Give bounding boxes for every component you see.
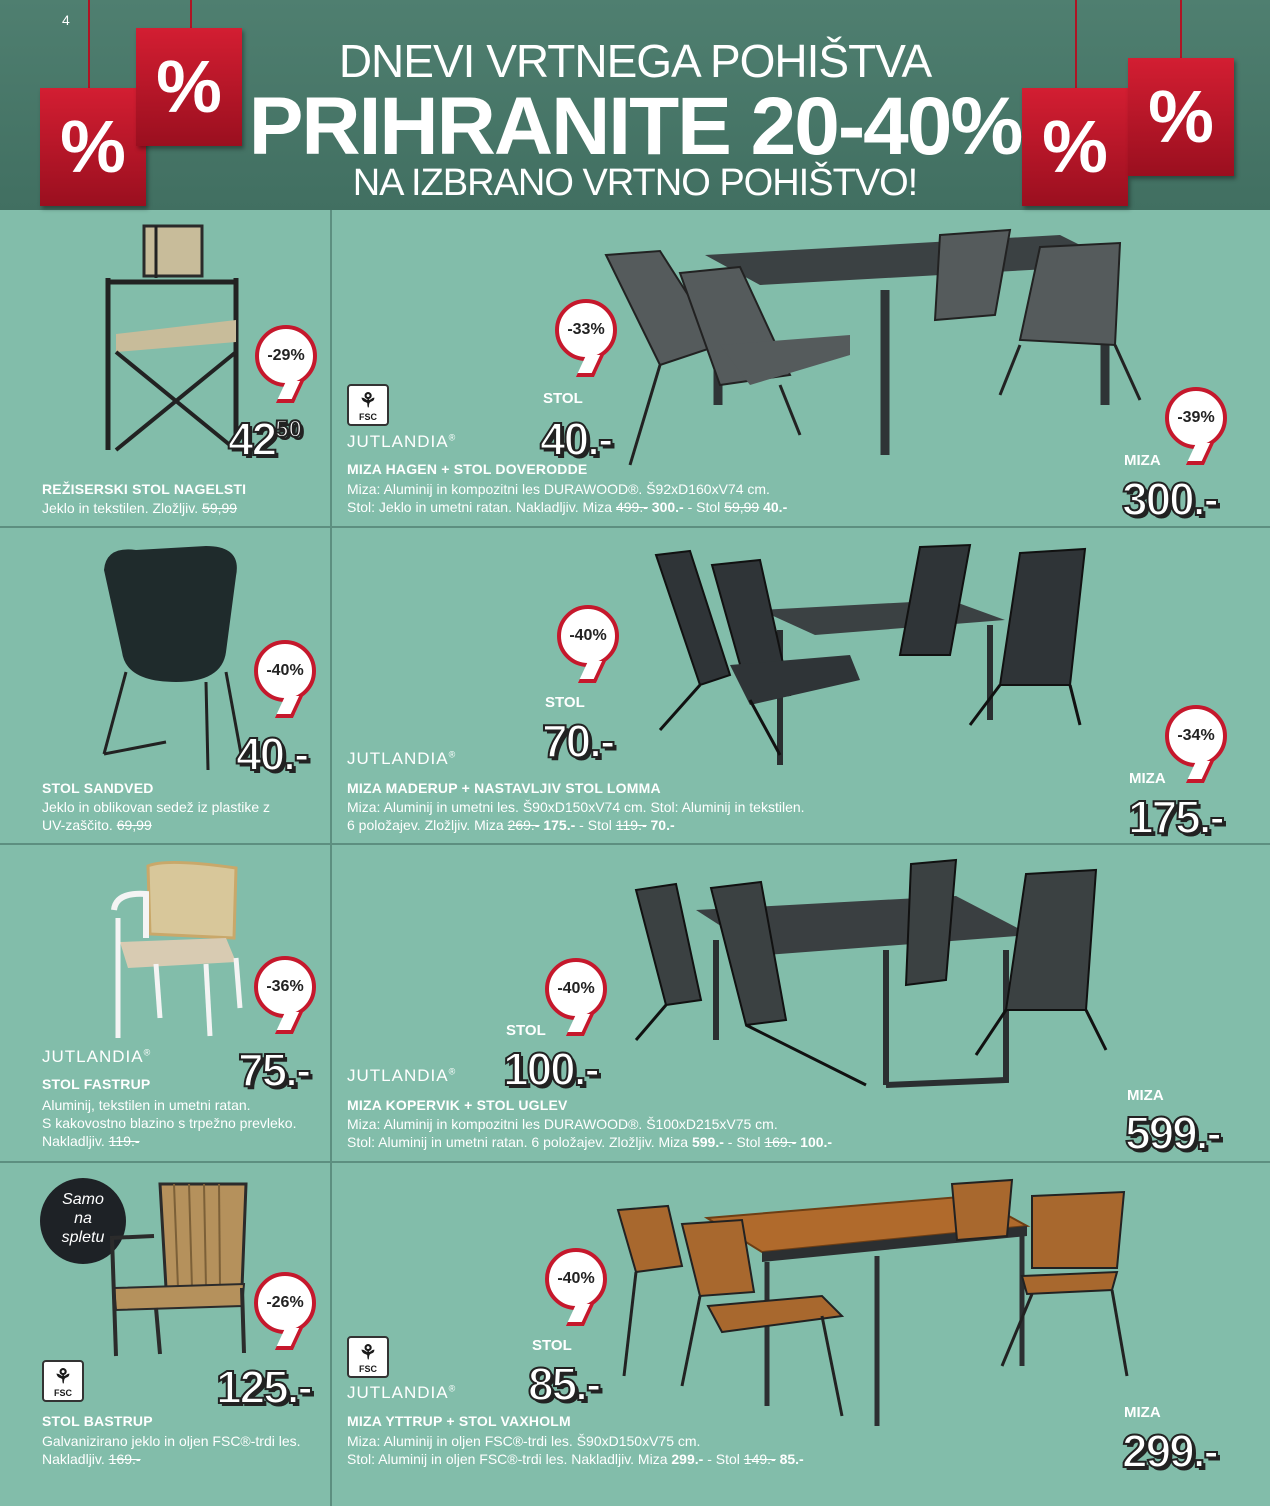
product-name: STOL FASTRUP bbox=[42, 1076, 151, 1092]
price: $42^{50}$ bbox=[228, 413, 302, 465]
product-name: MIZA YTTRUP + STOL VAXHOLM bbox=[347, 1413, 571, 1429]
product-name: REŽISERSKI STOL NAGELSTI bbox=[42, 481, 247, 497]
discount-bubble: -39% bbox=[1165, 387, 1227, 449]
stol-price: 70.- bbox=[542, 715, 614, 767]
miza-label: MIZA bbox=[1124, 452, 1161, 469]
percent-tag: % bbox=[1128, 58, 1234, 176]
product-description: Miza: Aluminij in umetni les. Š90xD150xV74 cm. Stol: Aluminij in tekstilen. 6 položajev. Zložljiv. Miza 269.- 175.- - Stol 119.- 70.- bbox=[347, 799, 805, 833]
product-description: Miza: Aluminij in kompozitni les DURAWOOD®. Š100xD215xV75 cm. Stol: Aluminij in umetni ratan. 6 položajev. Zložljiv. Miza 599.- - Stol 169.- 100.- bbox=[347, 1116, 833, 1150]
product-description: Aluminij, tekstilen in umetni ratan. S kakovostno blazino s trpežno prevleko. Nakladljiv. 119.- bbox=[42, 1097, 297, 1149]
page-number: 4 bbox=[62, 12, 70, 28]
fsc-logo: ⚘ FSC bbox=[347, 1336, 389, 1378]
yttrup-dining-set-image bbox=[612, 1176, 1132, 1426]
brand-jutlandia: JUTLANDIA® bbox=[347, 1383, 457, 1402]
product-description: Miza: Aluminij in kompozitni les DURAWOOD®. Š92xD160xV74 cm. Stol: Jeklo in umetni ratan. Nakladljiv. Miza 499.- 300.- - Stol 59,99 40.- bbox=[347, 481, 788, 515]
header-headline: PRIHRANITE 20-40% bbox=[248, 81, 1022, 172]
discount-bubble: -26% bbox=[254, 1272, 316, 1334]
online-only-badge: Samo na spletu bbox=[40, 1178, 126, 1264]
product-name: STOL SANDVED bbox=[42, 780, 154, 796]
brand-jutlandia: JUTLANDIA® bbox=[347, 749, 457, 768]
product-description: Jeklo in oblikovan sedež iz plastike z UV-zaščito. 69,99 bbox=[42, 799, 271, 833]
product-name: STOL BASTRUP bbox=[42, 1413, 153, 1429]
miza-price: 299.- bbox=[1122, 1425, 1217, 1477]
stol-label: STOL bbox=[506, 1022, 546, 1039]
brand-jutlandia: JUTLANDIA® bbox=[42, 1047, 152, 1066]
discount-bubble: -34% bbox=[1165, 705, 1227, 767]
sandved-chair-image bbox=[96, 542, 246, 772]
director-chair-image bbox=[96, 222, 246, 452]
discount-bubble: -40% bbox=[545, 958, 607, 1020]
percent-tag: % bbox=[1022, 88, 1128, 206]
miza-label: MIZA bbox=[1129, 770, 1166, 787]
product-description: Galvanizirano jeklo in oljen FSC®-trdi les. Nakladljiv. 169.- bbox=[42, 1433, 301, 1467]
header-line-3: NA IZBRANO VRTNO POHIŠTVO! bbox=[352, 162, 918, 204]
stol-price: 40.- bbox=[540, 413, 612, 465]
bastrup-chair-image bbox=[104, 1178, 249, 1363]
fsc-logo: ⚘ FSC bbox=[347, 384, 389, 426]
product-name: MIZA HAGEN + STOL DOVERODDE bbox=[347, 461, 588, 477]
miza-label: MIZA bbox=[1124, 1404, 1161, 1421]
page-header bbox=[0, 0, 1270, 210]
stol-label: STOL bbox=[543, 390, 583, 407]
product-name: MIZA KOPERVIK + STOL UGLEV bbox=[347, 1097, 568, 1113]
stol-price: 85.- bbox=[528, 1358, 600, 1410]
fsc-logo: ⚘ FSC bbox=[42, 1360, 84, 1402]
header-line-1: DNEVI VRTNEGA POHIŠTVA bbox=[338, 35, 932, 87]
product-description: Miza: Aluminij in oljen FSC®-trdi les. Š90xD150xV75 cm. Stol: Aluminij in oljen FSC®-trdi les. Nakladljiv. Miza 299.- - Stol 149.- 85.- bbox=[347, 1433, 804, 1467]
price: 125.- bbox=[216, 1361, 311, 1413]
miza-price: 175.- bbox=[1128, 791, 1223, 843]
divider bbox=[0, 1161, 1270, 1163]
discount-bubble: -29% bbox=[255, 325, 317, 387]
discount-bubble: -33% bbox=[555, 299, 617, 361]
hagen-dining-set-image bbox=[600, 225, 1145, 465]
percent-tag: % bbox=[40, 88, 146, 206]
discount-bubble: -40% bbox=[545, 1248, 607, 1310]
stol-price: 100.- bbox=[503, 1043, 598, 1095]
discount-bubble: -36% bbox=[254, 956, 316, 1018]
miza-label: MIZA bbox=[1127, 1087, 1164, 1104]
maderup-dining-set-image bbox=[650, 545, 1085, 773]
price: 40.- bbox=[236, 728, 308, 780]
product-description: Jeklo in tekstilen. Zložljiv. 59,99 bbox=[42, 500, 238, 516]
brand-jutlandia: JUTLANDIA® bbox=[347, 1066, 457, 1085]
fastrup-chair-image bbox=[106, 858, 246, 1043]
miza-price: 599.- bbox=[1125, 1107, 1220, 1159]
stol-label: STOL bbox=[532, 1337, 572, 1354]
discount-bubble: -40% bbox=[557, 605, 619, 667]
miza-price: 300.- bbox=[1122, 473, 1217, 525]
divider bbox=[330, 210, 332, 1506]
divider bbox=[0, 526, 1270, 528]
stol-label: STOL bbox=[545, 694, 585, 711]
product-name: MIZA MADERUP + NASTAVLJIV STOL LOMMA bbox=[347, 780, 661, 796]
percent-tag: % bbox=[136, 28, 242, 146]
brand-jutlandia: JUTLANDIA® bbox=[347, 432, 457, 451]
discount-bubble: -40% bbox=[254, 640, 316, 702]
divider bbox=[0, 843, 1270, 845]
price: 75.- bbox=[238, 1044, 310, 1096]
kopervik-dining-set-image bbox=[626, 860, 1106, 1085]
